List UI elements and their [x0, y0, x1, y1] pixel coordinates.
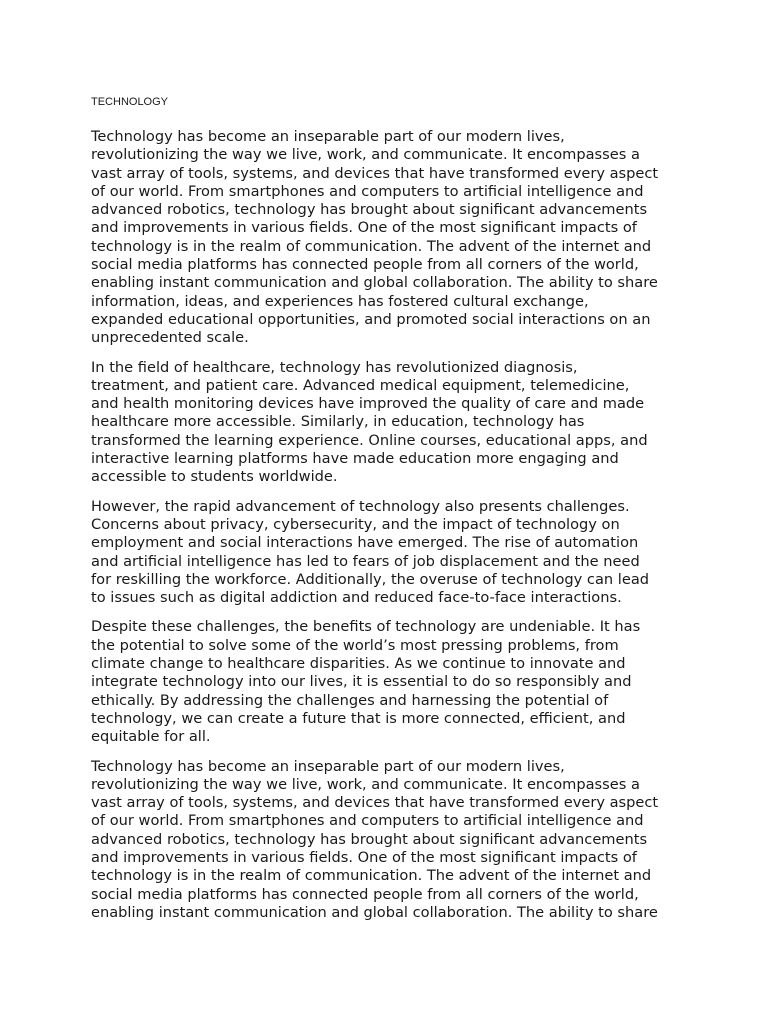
document-body: [91, 128, 691, 933]
paragraph-line: treatment, and patient care. Advanced medical equipment, telemedicine,: [91, 376, 630, 394]
paragraph-line: integrate technology into our lives, it is essential to do so responsibly and: [91, 673, 632, 691]
paragraph-line: of our world. From smartphones and computers to artificial intelligence and: [91, 182, 644, 200]
paragraph-2: [91, 359, 691, 487]
paragraph-line: for reskilling the workforce. Additionally, the overuse of technology can lead: [91, 570, 650, 588]
paragraph-line: to issues such as digital addiction and reduced face-to-face interactions.: [91, 589, 622, 607]
paragraph-line: technology is in the realm of communication. The advent of the internet and: [91, 237, 652, 255]
paragraph-line: technology is in the realm of communication. The advent of the internet and: [91, 867, 652, 885]
paragraph-5: [91, 758, 691, 923]
paragraph-line: ethically. By addressing the challenges and harnessing the potential of: [91, 691, 609, 709]
paragraph-line: enabling instant communication and global collaboration. The ability to share: [91, 903, 658, 921]
paragraph-line: Despite these challenges, the benefits of technology are undeniable. It has: [91, 618, 641, 636]
paragraph-line: employment and social interactions have emerged. The rise of automation: [91, 534, 639, 552]
paragraph-line: revolutionizing the way we live, work, and communicate. It encompasses a: [91, 146, 640, 164]
paragraph-3: [91, 498, 691, 608]
paragraph-line: healthcare more accessible. Similarly, in education, technology has: [91, 413, 585, 431]
paragraph-line: vast array of tools, systems, and devices that have transformed every aspect: [91, 164, 659, 182]
paragraph-line: In the field of healthcare, technology has revolutionized diagnosis,: [91, 358, 578, 376]
paragraph-line: unprecedented scale.: [91, 329, 249, 347]
paragraph-1: [91, 128, 691, 348]
document-title: TECHNOLOGY: [91, 96, 169, 108]
paragraph-line: and health monitoring devices have improved the quality of care and made: [91, 395, 645, 413]
paragraph-line: equitable for all.: [91, 728, 211, 746]
paragraph-line: Technology has become an inseparable part of our modern lives,: [91, 128, 565, 145]
paragraph-line: interactive learning platforms have made education more engaging and: [91, 450, 619, 468]
paragraph-line: information, ideas, and experiences has fostered cultural exchange,: [91, 292, 589, 310]
paragraph-line: the potential to solve some of the world’s most pressing problems, from: [91, 636, 619, 654]
paragraph-line: However, the rapid advancement of technology also presents challenges.: [91, 497, 630, 515]
paragraph-line: and improvements in various fields. One of the most significant impacts of: [91, 219, 637, 237]
paragraph-line: and improvements in various fields. One of the most significant impacts of: [91, 848, 637, 866]
paragraph-line: technology, we can create a future that is more connected, efficient, and: [91, 709, 626, 727]
paragraph-line: enabling instant communication and global collaboration. The ability to share: [91, 274, 658, 292]
paragraph-4: [91, 618, 691, 746]
paragraph-line: Technology has become an inseparable part of our modern lives,: [91, 757, 565, 775]
paragraph-line: advanced robotics, technology has brought about significant advancements: [91, 201, 648, 219]
paragraph-line: Concerns about privacy, cybersecurity, and the impact of technology on: [91, 515, 620, 533]
paragraph-line: and artificial intelligence has led to fears of job displacement and the need: [91, 552, 640, 570]
paragraph-line: expanded educational opportunities, and promoted social interactions on an: [91, 310, 651, 328]
paragraph-line: social media platforms has connected people from all corners of the world,: [91, 256, 639, 274]
paragraph-line: of our world. From smartphones and computers to artificial intelligence and: [91, 812, 644, 830]
paragraph-line: revolutionizing the way we live, work, and communicate. It encompasses a: [91, 775, 640, 793]
paragraph-line: vast array of tools, systems, and devices that have transformed every aspect: [91, 794, 659, 812]
paragraph-line: climate change to healthcare disparities. As we continue to innovate and: [91, 655, 626, 673]
paragraph-line: transformed the learning experience. Online courses, educational apps, and: [91, 431, 648, 449]
paragraph-line: advanced robotics, technology has brought about significant advancements: [91, 830, 648, 848]
paragraph-line: accessible to students worldwide.: [91, 468, 338, 486]
paragraph-line: social media platforms has connected people from all corners of the world,: [91, 885, 639, 903]
